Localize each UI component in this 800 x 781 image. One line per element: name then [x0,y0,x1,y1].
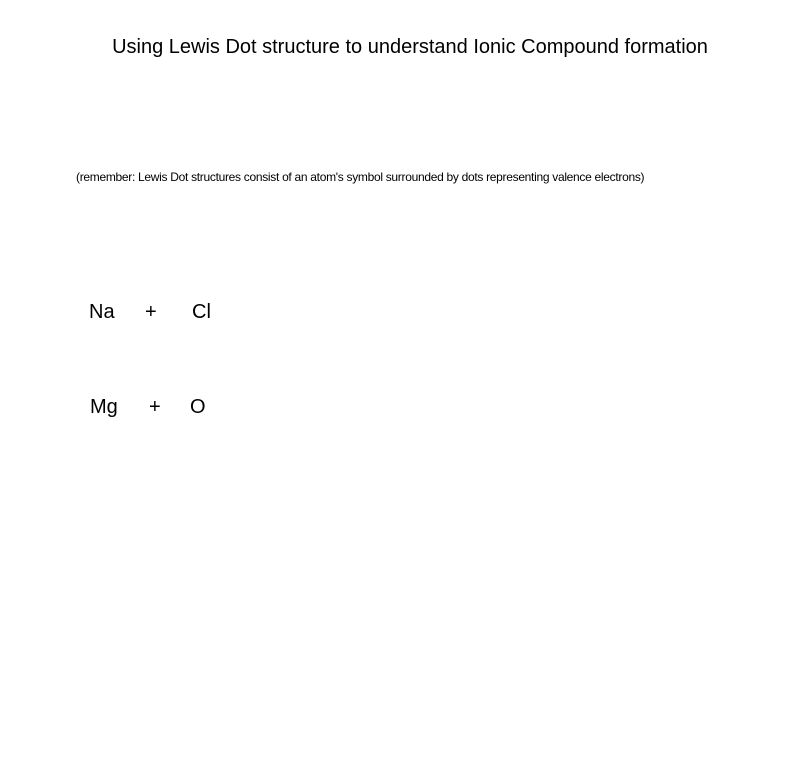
chlorine-symbol: Cl [192,301,211,323]
magnesium-symbol: Mg [90,396,118,418]
sodium-symbol: Na [89,301,115,323]
plus-sign: + [145,301,157,323]
reminder-note: (remember: Lewis Dot structures consist of an atom's symbol surrounded by dots representing valence electrons) [76,170,645,184]
oxygen-symbol: O [190,396,206,418]
slide-title: Using Lewis Dot structure to understand Ionic Compound formation [112,36,708,58]
plus-sign: + [149,396,161,418]
